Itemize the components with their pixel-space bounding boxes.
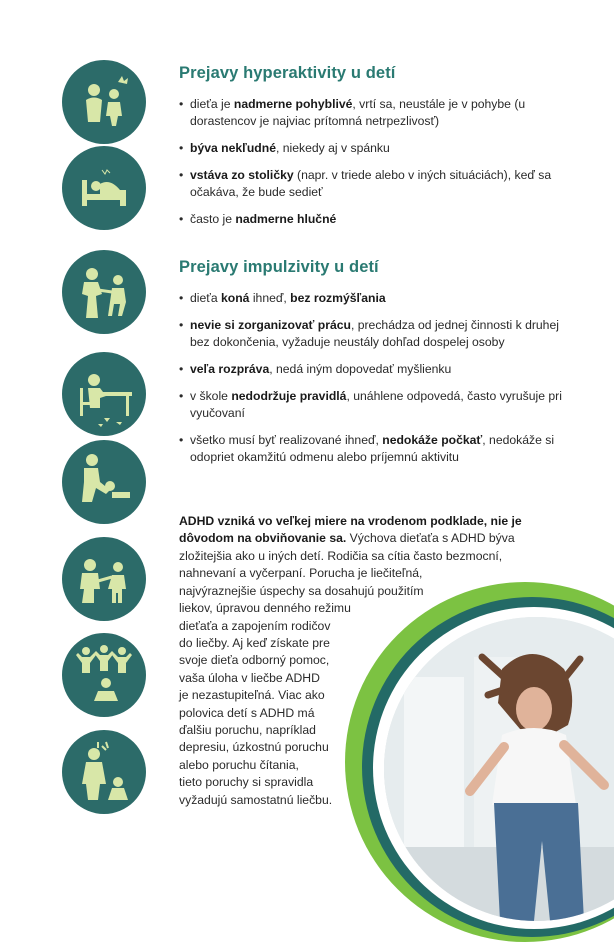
paragraph-line: tieto poruchy si spravidla <box>179 775 314 790</box>
paragraph-line: alebo poruchu čítania, <box>179 757 299 772</box>
closing-paragraph-lead: ADHD vzniká vo veľkej miere na vrodenom podklade, nie je dôvodom na obviňovanie sa. Výchova dieťaťa s ADHD býva <box>179 514 522 546</box>
impulsivity-heading: Prejavy impulzivity u detí <box>179 258 379 276</box>
child-at-table-icon <box>62 352 146 436</box>
list-item: • všetko musí byť realizované ihneď, nedokáže počkať, nedokáže si odopriet okamžitú odmenu alebo príjemnú aktivitu <box>179 432 574 466</box>
paragraph-line: vyžadujú samostatnú liečbu. <box>179 792 333 807</box>
paragraph-line: depresiu, úzkostnú poruchu <box>179 740 329 755</box>
parent-child-talking-icon <box>62 537 146 621</box>
paragraph-line: dieťaťa a zapojením rodičov <box>179 618 331 633</box>
list-item: • nevie si zorganizovať prácu, prechádza od jednej činnosti k druhej bez dokončenia, vyžaduje neustály dohľad dospelej osoby <box>179 317 574 351</box>
paragraph-line: nahnevaní a vyčerpaní. Porucha je liečiteľná, <box>179 566 423 581</box>
paragraph-line: polovica detí s ADHD má <box>179 705 315 720</box>
paragraph-line: liekov, úpravou denného režimu <box>179 601 351 616</box>
parent-pulling-child-icon <box>62 250 146 334</box>
mother-crying-child-icon <box>62 730 146 814</box>
list-item: • veľa rozpráva, nedá iným dopovedať myšlienku <box>179 361 574 378</box>
paragraph-line: najvýraznejšie úspechy sa dosahujú použitím <box>179 583 424 598</box>
list-item: • v škole nedodržuje pravidlá, unáhlene odpovedá, často vyrušuje pri vyučovaní <box>179 388 574 422</box>
list-item: • dieťa je nadmerne pohyblivé, vrtí sa, neustále je v pohybe (u dorastencov je najviac prítomná netrpezlivosť) <box>179 96 574 130</box>
jumping-children-icon <box>62 633 146 717</box>
list-item: • býva nekľudné, niekedy aj v spánku <box>179 140 574 157</box>
paragraph-line: ďalšiu poruchu, napríklad <box>179 723 316 738</box>
list-item: • často je nadmerne hlučné <box>179 211 574 228</box>
impulsivity-list <box>179 290 574 466</box>
paragraph-line: do liečby. Aj keď získate pre <box>179 636 330 651</box>
paragraph-line: vaša úloha v liečbe ADHD <box>179 670 320 685</box>
paragraph-line: je nezastupiteľná. Viac ako <box>179 688 325 703</box>
paragraph-line: svoje dieťa odborný pomoc, <box>179 653 330 668</box>
child-in-bed-icon <box>62 146 146 230</box>
parent-kneeling-child-icon <box>62 440 146 524</box>
closing-paragraph-body <box>179 548 559 809</box>
hyperactivity-list <box>179 96 574 228</box>
hyperactivity-heading: Prejavy hyperaktivity u detí <box>179 64 396 82</box>
list-item: • dieťa koná ihneď, bez rozmýšľania <box>179 290 574 307</box>
parent-child-shouting-icon <box>62 60 146 144</box>
list-item: • vstáva zo stoličky (napr. v triede alebo v iných situáciách), keď sa očakáva, že bude sedieť <box>179 167 574 201</box>
paragraph-line: zložitejšia ako u iných detí. Rodičia sa cítia často bezmocní, <box>179 549 503 563</box>
